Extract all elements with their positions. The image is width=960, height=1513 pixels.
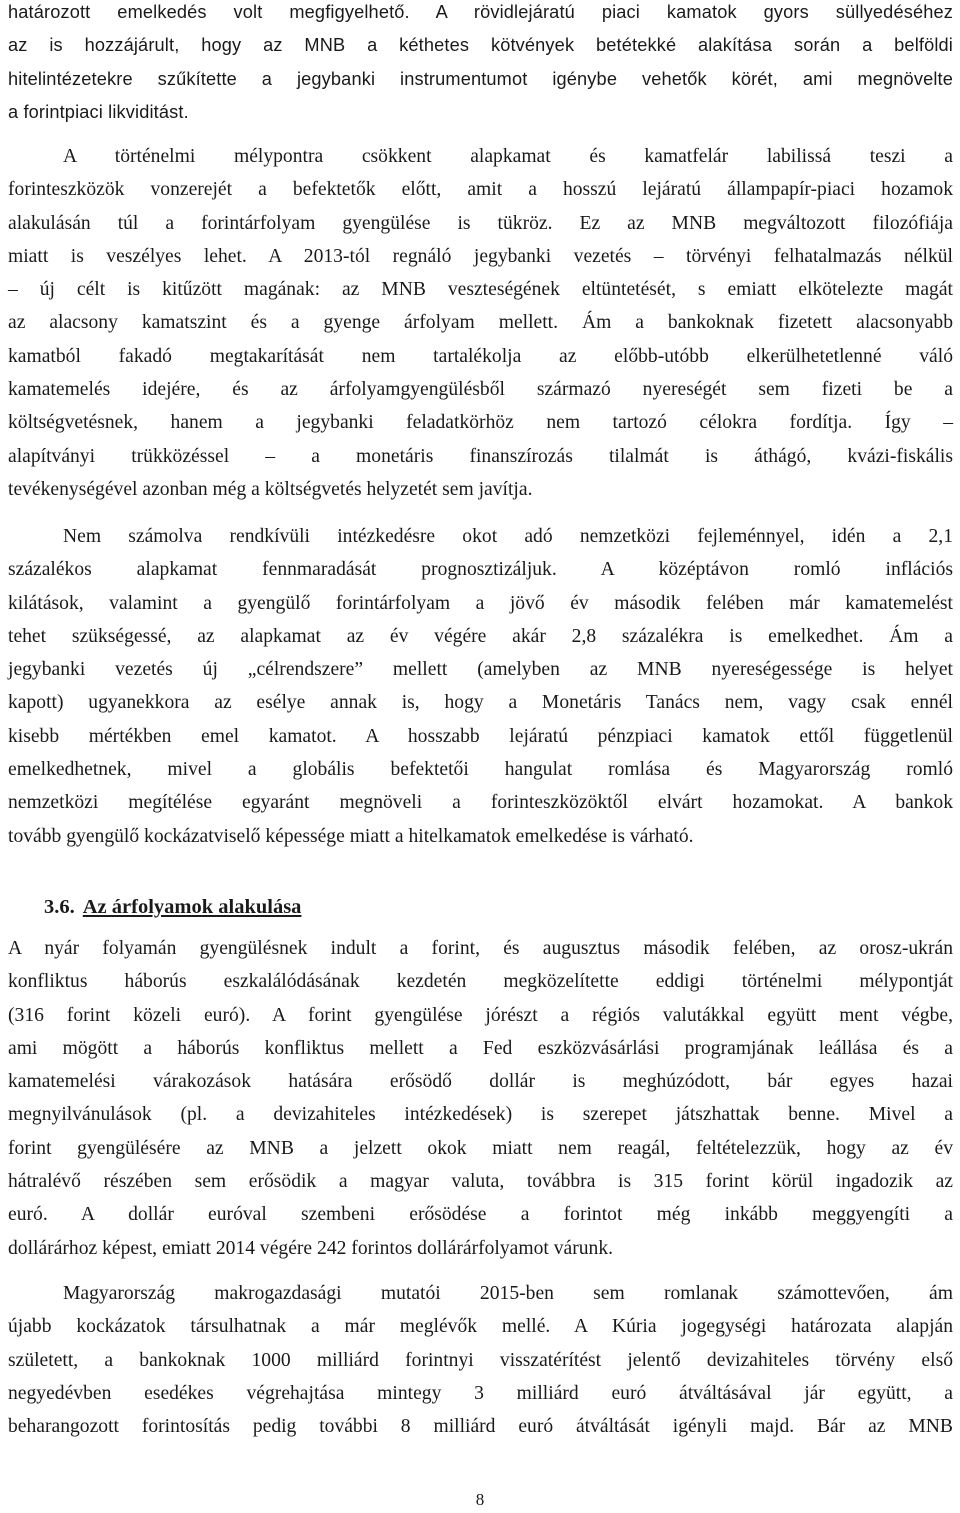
text-line: költségvetésnek, hanem a jegybanki feladatkörhöz nem tartozó célokra fordítja. Így – xyxy=(8,412,953,434)
text-line: nemzetközi megítélése egyaránt megnöveli a forinteszközöktől elvárt hozamokat. A bankok xyxy=(8,792,953,814)
text-line: euró. A dollár euróval szembeni erősödése a forintot még inkább meggyengíti a xyxy=(8,1204,953,1226)
text-line: kamatemelés idejére, és az árfolyamgyengülésből származó nyereségét sem fizeti be a xyxy=(8,379,953,401)
text-line: hitelintézetekre szűkítette a jegybanki instrumentumot igénybe vehetők körét, ami megnövelte xyxy=(8,68,953,89)
text-line: negyedévben esedékes végrehajtása mintegy 3 milliárd euró átváltásával jár együtt, a xyxy=(8,1382,953,1404)
text-line: A nyár folyamán gyengülésnek indult a forint, és augusztus második felében, az orosz-ukrán xyxy=(8,938,953,959)
text-line: kisebb mértékben emel kamatot. A hosszabb lejáratú pénzpiaci kamatok ettől függetlenül xyxy=(8,725,953,747)
text-line: forinteszközök vonzerejét a befektetők előtt, amit a hosszú lejáratú állampapír-piaci hozamok xyxy=(8,179,953,201)
text-line: százalékos alapkamat fennmaradását prognosztizáljuk. A középtávon romló inflációs xyxy=(8,559,953,581)
text-line: A történelmi mélypontra csökkent alapkamat és kamatfelár labilissá teszi a xyxy=(63,146,953,167)
section-title: Az árfolyamok alakulása xyxy=(82,896,302,918)
paragraph-continuation xyxy=(8,0,953,129)
text-line: tovább gyengülő kockázatviselő képessége miatt a hitelkamatok emelkedése is várható. xyxy=(8,825,694,847)
text-line: az is hozzájárult, hogy az MNB a kéthetes kötvények betétekké alakítása során a belföldi xyxy=(8,35,953,56)
text-line: jegybanki vezetés új „célrendszere” mellett (amelyben az MNB nyereségessége is helyet xyxy=(8,659,953,681)
text-line: kapott) ugyanekkora az esélye annak is, hogy a Monetáris Tanács nem, vagy csak ennél xyxy=(8,692,953,714)
text-line: forint gyengülésére az MNB a jelzett okok miatt nem reagál, feltételezzük, hogy az év xyxy=(8,1137,953,1159)
text-line: (316 forint közeli euró). A forint gyengülése jórészt a régiós valutákkal együtt ment végbe, xyxy=(8,1004,953,1026)
text-line: Magyarország makrogazdasági mutatói 2015-ben sem romlanak számottevően, ám xyxy=(63,1283,953,1304)
text-line: tehet szükségessé, az alapkamat az év végére akár 2,8 százalékra is emelkedhet. Ám a xyxy=(8,625,953,647)
text-line: hátralévő részében sem erősödik a magyar valuta, továbbra is 315 forint körül ingadozik az xyxy=(8,1171,953,1193)
text-line: alakulásán túl a forintárfolyam gyengülése is tükröz. Ez az MNB megváltozott filozófiája xyxy=(8,212,953,234)
text-line: a forintpiaci likviditást. xyxy=(8,101,189,122)
paragraph-macro-outlook xyxy=(8,1277,953,1443)
section-heading xyxy=(44,892,301,922)
page-number: 8 xyxy=(475,1490,485,1509)
text-line: dollárárhoz képest, emiatt 2014 végére 242 forintos dollárárfolyamot várunk. xyxy=(8,1237,614,1259)
paragraph-exchange-rates xyxy=(8,932,953,1265)
paragraph-mnb-philosophy xyxy=(8,140,953,506)
text-line: tevékenységével azonban még a költségvetés helyzetét sem javítja. xyxy=(8,478,533,500)
text-line: kilátások, valamint a gyengülő forintárfolyam a jövő év második felében már kamatemelést xyxy=(8,592,953,614)
text-line: emelkedhetnek, mivel a globális befektetői hangulat romlása és Magyarország romló xyxy=(8,759,953,781)
text-line: újabb kockázatok társulhatnak a már meglévők mellé. A Kúria jogegységi határozata alapján xyxy=(8,1316,953,1338)
text-line: határozott emelkedés volt megfigyelhető. A rövidlejáratú piaci kamatok gyors süllyedéséhez xyxy=(8,2,953,22)
text-line: miatt is veszélyes lehet. A 2013-tól regnáló jegybanki vezetés – törvényi felhatalmazás nélkül xyxy=(8,245,953,267)
text-line: ami mögött a háborús konfliktus mellett a Fed eszközvásárlási programjának leállása és a xyxy=(8,1037,953,1059)
text-line: született, a bankoknak 1000 milliárd forintnyi visszatérítést jelentő devizahiteles törvény első xyxy=(8,1349,953,1371)
text-line: megnyilvánulások (pl. a devizahiteles intézkedések) is szerepet játszhattak benne. Mivel a xyxy=(8,1104,953,1126)
section-number: 3.6. xyxy=(44,896,75,918)
text-line: az alacsony kamatszint és a gyenge árfolyam mellett. Ám a bankoknak fizetett alacsonyabb xyxy=(8,312,953,334)
text-line: alapítványi trükközéssel – a monetáris finanszírozás tilalmát is áthágó, kvázi-fiskális xyxy=(8,445,953,467)
text-line: Nem számolva rendkívüli intézkedésre okot adó nemzetközi fejleménnyel, idén a 2,1 xyxy=(63,526,953,547)
text-line: kamatemelési várakozások hatására erősödő dollár is meghúzódott, bár egyes hazai xyxy=(8,1071,953,1093)
text-line: kamatból fakadó megtakarítását nem tartalékolja az előbb-utóbb elkerülhetetlenné váló xyxy=(8,345,953,367)
text-line: beharangozott forintosítás pedig további 8 milliárd euró átváltását igényli majd. Bár az MNB xyxy=(8,1416,953,1438)
text-line: konfliktus háborús eszkalálódásának kezdetén megközelítette eddigi történelmi mélypontját xyxy=(8,971,953,993)
text-line: – új célt is kitűzött magának: az MNB veszteségének eltüntetését, s emiatt elkötelezte magát xyxy=(8,279,953,301)
paragraph-interest-forecast xyxy=(8,520,953,853)
